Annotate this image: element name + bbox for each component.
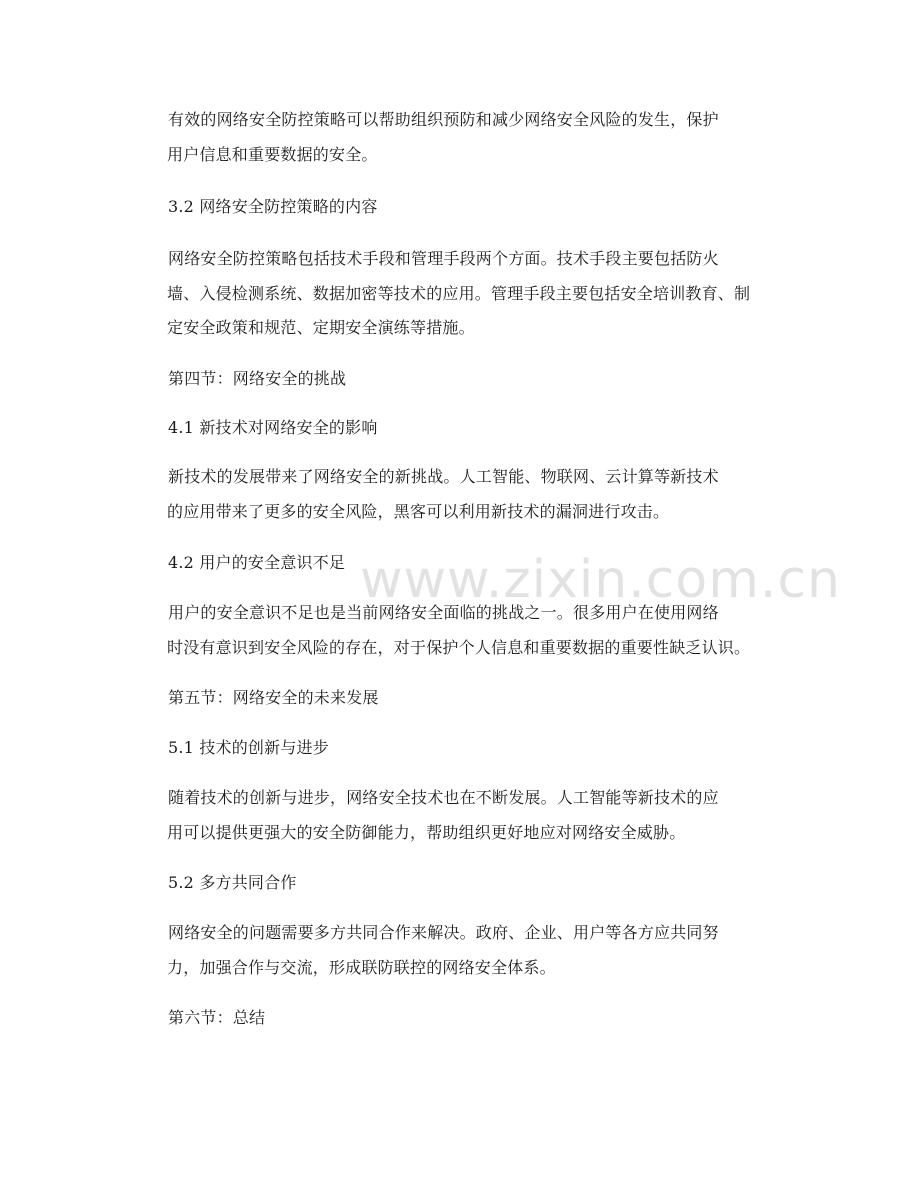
paragraph-line: 用户信息和重要数据的安全。 xyxy=(167,145,378,164)
watermark: www.zixin.com.cn xyxy=(360,550,841,610)
paragraph-line: 新技术的发展带来了网络安全的新挑战。人工智能、物联网、云计算等新技术 xyxy=(168,467,719,486)
section-heading: 5.2 多方共同合作 xyxy=(168,873,297,892)
paragraph-line: 网络安全的问题需要多方共同合作来解决。政府、企业、用户等各方应共同努 xyxy=(168,923,719,942)
section-heading: 3.2 网络安全防控策略的内容 xyxy=(168,197,378,216)
section-heading: 4.2 用户的安全意识不足 xyxy=(168,553,346,572)
paragraph-line: 有效的网络安全防控策略可以帮助组织预防和减少网络安全风险的发生，保护 xyxy=(168,110,719,129)
paragraph-line: 用户的安全意识不足也是当前网络安全面临的挑战之一。很多用户在使用网络 xyxy=(168,603,719,622)
chapter-heading: 第四节：网络安全的挑战 xyxy=(168,369,347,388)
paragraph-line: 随着技术的创新与进步，网络安全技术也在不断发展。人工智能等新技术的应 xyxy=(168,788,719,807)
paragraph-line: 网络安全防控策略包括技术手段和管理手段两个方面。技术手段主要包括防火 xyxy=(168,249,719,268)
paragraph-line: 的应用带来了更多的安全风险，黑客可以利用新技术的漏洞进行攻击。 xyxy=(167,502,670,521)
paragraph-line: 墙、入侵检测系统、数据加密等技术的应用。管理手段主要包括安全培训教育、制 xyxy=(167,284,751,303)
chapter-heading: 第五节：网络安全的未来发展 xyxy=(168,688,379,707)
chapter-heading: 第六节：总结 xyxy=(168,1008,266,1027)
section-heading: 5.1 技术的创新与进步 xyxy=(168,738,329,757)
paragraph-line: 时没有意识到安全风险的存在，对于保护个人信息和重要数据的重要性缺乏认识。 xyxy=(167,638,751,657)
section-heading: 4.1 新技术对网络安全的影响 xyxy=(168,418,378,437)
paragraph-line: 力，加强合作与交流，形成联防联控的网络安全体系。 xyxy=(167,958,556,977)
paragraph-line: 定安全政策和规范、定期安全演练等措施。 xyxy=(167,318,475,337)
paragraph-line: 用可以提供更强大的安全防御能力，帮助组织更好地应对网络安全威胁。 xyxy=(167,823,686,842)
